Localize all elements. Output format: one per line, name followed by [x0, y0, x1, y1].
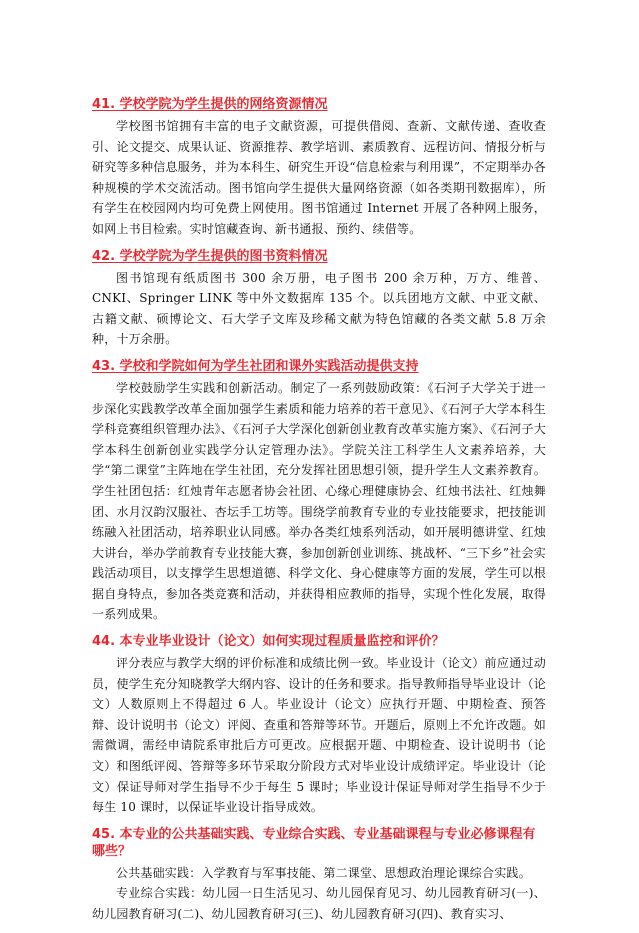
section-heading: 42. 学校学院为学生提供的图书资料情况 — [92, 248, 328, 264]
document-page — [92, 96, 546, 933]
section-heading: 44. 本专业毕业设计（论文）如何实现过程质量监控和评价？ — [92, 634, 445, 650]
section-paragraph: 学校鼓励学生实践和创新活动。制定了一系列鼓励政策：《石河子大学关于进一步深化实践教学改革全面加强学生素质和能力培养的若干意见》、《石河子大学本科生学科竞赛组织管理办法》、《石河子大学深化创新创业教育改革实施方案》、《石河子大学本科生创新创业实践学分认定管理办法》。学院关注工科学生人文素养培养，大学“第二课堂”主阵地在学生社团，充分发挥社团思想引领，提升学生人文素养教育。学生社团包括：红烛青年志愿者协会社团、心缘心理健康协会、红烛书法社、红烛舞团、水月汉韵汉服社、杏坛手工坊等。围绕学前教育专业的专业技能要求，把技能训练融入社团活动，培养职业认同感。举办各类红烛系列活动，如开展明德讲堂、红烛大讲台，举办学前教育专业技能大赛，参加创新创业训练、挑战杯、“三下乡”社会实践活动项目，以支撑学生思想道德、科学文化、身心健康等方面的发展，学生可以根据自身特点，参加各类竞赛和活动，并获得相应教师的指导，实现个性化发展，取得一系列成果。 — [92, 380, 546, 622]
section-paragraph: 评分表应与教学大纲的评价标准和成绩比例一致。毕业设计（论文）前应通过动员，使学生充分知晓教学大纲内容、设计的任务和要求。指导教师指导毕业设计（论文）人数原则上不得超过 6 人。毕业设计（论文）应执行开题、中期检查、预答辩、设计说明书（论文）评阅、查重和答辩等环节。开题后，原则上不允许改题。如需微调，需经申请院系审批后方可更改。应根据开题、中期检查、设计说明书（论文）和图纸评阅、答辩等多环节采取分阶段方式对毕业设计成绩评定。毕业设计（论文）保证导师对学生指导不少于每生 5 课时；毕业设计保证导师对学生指导不少于每生 10 课时，以保证毕业设计指导成效。 — [92, 656, 546, 815]
section-paragraph: 图书馆现有纸质图书 300 余万册，电子图书 200 余万种，万方、维普、CNKI、Springer LINK 等中外文数据库 135 个。以兵团地方文献、中亚文献、古籍文献、硕博论文、石大学子文库及珍稀文献为特色馆藏的各类文献 5.8 万余种，十万余册。 — [92, 270, 546, 347]
section-heading: 41. 学校学院为学生提供的网络资源情况 — [92, 97, 328, 112]
section-paragraph: 学校图书馆拥有丰富的电子文献资源，可提供借阅、查新、文献传递、查收查引、论文提交、成果认证、资源推荐、教学培训、素质教育、远程访问、情报分析与研究等多种信息服务，并为本科生、研究生开设“信息检索与利用课”，不定期举办各种规模的学术交流活动。图书馆向学生提供大量网络资源（如各类期刊数据库），所有学生在校园网内均可免费上网使用。图书馆通过 Internet 开展了各种网上服务，如网上书目检索。实时馆藏查询、新书通报、预约、续借等。 — [92, 119, 546, 236]
section-heading: 45. 本专业的公共基础实践、专业综合实践、专业基础课程与专业必修课程有哪些？ — [92, 826, 536, 859]
section-paragraph: 公共基础实践：入学教育与军事技能、第二课堂、思想政治理论课综合实践。 — [116, 865, 531, 880]
section-43 — [92, 358, 546, 625]
section-paragraph: 专业综合实践：幼儿园一日生活见习、幼儿园保育见习、幼儿园教育研习(一)、幼儿园教育研习(二)、幼儿园教育研习(三)、幼儿园教育研习(四)、教育实习、 — [92, 886, 546, 921]
section-44 — [92, 633, 546, 818]
section-42 — [92, 248, 546, 350]
section-heading: 43. 学校和学院如何为学生社团和课外实践活动提供支持 — [92, 358, 419, 374]
section-45 — [92, 826, 546, 925]
section-41 — [92, 96, 546, 240]
